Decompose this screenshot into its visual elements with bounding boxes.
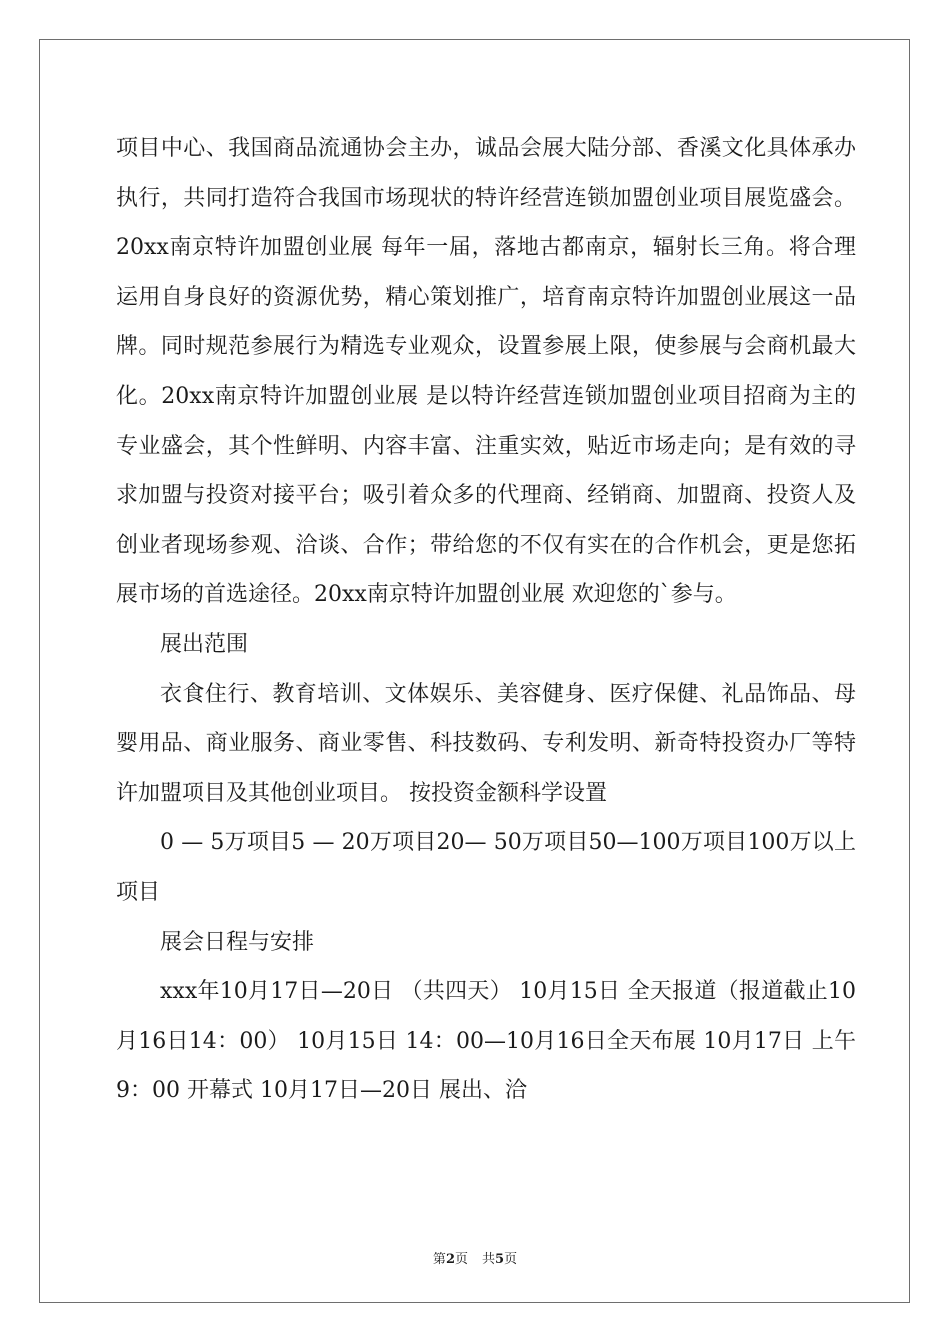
footer-total-suffix: 页	[504, 1252, 518, 1267]
document-body	[116, 124, 856, 1116]
paragraph-intro: 项目中心、我国商品流通协会主办，诚品会展大陆分部、香溪文化具体承办执行，共同打造符合我国市场现状的特许经营连锁加盟创业项目展览盛会。 20xx南京特许加盟创业展 每年一届，落地古都南京，辐射长三角。将合理运用自身良好的资源优势，精心策划推广，培育南京特许加盟创业展这一品牌。同时规范参展行为精选专业观众，设置参展上限，使参展与会商机最大化。20xx南京特许加盟创业展 是以特许经营连锁加盟创业项目招商为主的专业盛会，其个性鲜明、内容丰富、注重实效，贴近市场走向；是有效的寻求加盟与投资对接平台；吸引着众多的代理商、经销商、加盟商、投资人及创业者现场参观、洽谈、合作；带给您的不仅有实在的合作机会，更是您拓展市场的首选途径。20xx南京特许加盟创业展 欢迎您的`参与。	[116, 136, 856, 608]
paragraph-exhibition-scope: 衣食住行、教育培训、文体娱乐、美容健身、医疗保健、礼品饰品、母婴用品、商业服务、商业零售、科技数码、专利发明、新奇特投资办厂等特许加盟项目及其他创业项目。 按投资金额科学设置	[116, 681, 856, 806]
heading-schedule: 展会日程与安排	[160, 929, 315, 955]
footer-prefix: 第	[432, 1252, 446, 1267]
footer-total-pages: 5	[495, 1252, 505, 1267]
footer-total-prefix: 共	[482, 1252, 496, 1267]
footer-current-page: 2	[445, 1252, 455, 1267]
page-footer	[0, 1248, 950, 1267]
paragraph-investment-tiers: 0 — 5万项目5 — 20万项目20— 50万项目50—100万项目100万以上项目	[116, 830, 856, 905]
paragraph-schedule: xxx年10月17日—20日 （共四天） 10月15日 全天报道（报道截止10月16日14：00） 10月15日 14：00—10月16日全天布展 10月17日 上午9：00 开幕式 10月17日—20日 展出、洽	[116, 979, 856, 1104]
heading-exhibition-scope: 展出范围	[160, 631, 249, 657]
footer-page-suffix: 页	[454, 1252, 468, 1267]
